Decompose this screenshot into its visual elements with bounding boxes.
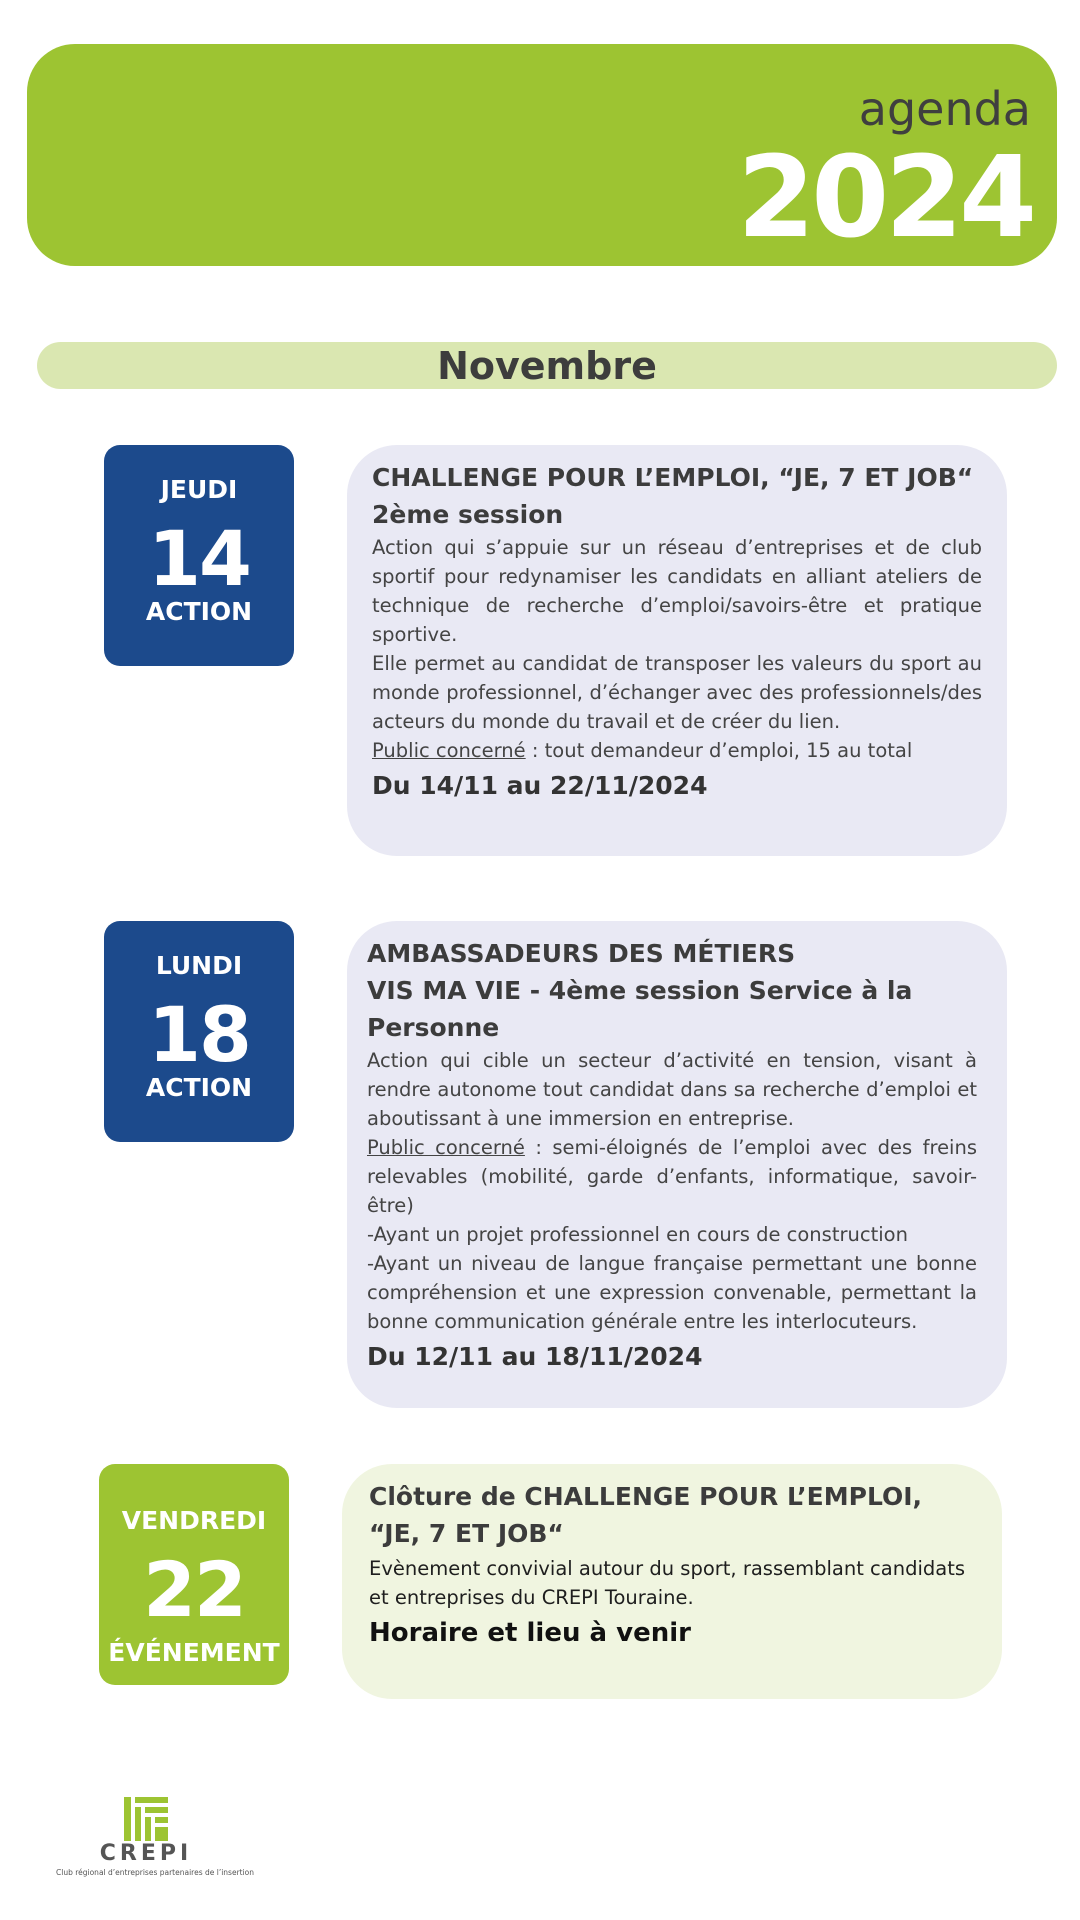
event-card bbox=[347, 445, 1007, 856]
public-label: Public concerné bbox=[372, 739, 526, 762]
event-kind: ÉVÉNEMENT bbox=[108, 1638, 280, 1667]
event-weekday: JEUDI bbox=[160, 475, 238, 504]
public-text: : semi-éloignés de l’emploi avec des freins relevables (mobilité, garde d’enfants, informatique, savoir-être) bbox=[367, 1136, 977, 1217]
month-bar bbox=[37, 342, 1057, 389]
event-public bbox=[372, 736, 982, 765]
event-date-box bbox=[99, 1464, 289, 1685]
event-title-line: CHALLENGE POUR L’EMPLOI, “JE, 7 ET JOB“ bbox=[372, 463, 974, 492]
event-kind: ACTION bbox=[145, 597, 253, 626]
event-dates: Horaire et lieu à venir bbox=[369, 1618, 691, 1648]
event-description bbox=[367, 1046, 977, 1336]
crepi-logo-tagline: Club régional d’entreprises partenaires de l’insertion bbox=[56, 1868, 255, 1877]
event-day-number: 18 bbox=[148, 990, 250, 1079]
public-text: : tout demandeur d’emploi, 15 au total bbox=[525, 739, 913, 762]
crepi-logo-name: CREPI bbox=[99, 1841, 193, 1866]
event-paragraph: Evènement convivial autour du sport, rassemblant candidats et entreprises du CREPI Touraine. bbox=[369, 1557, 966, 1609]
event-title-line: VIS MA VIE - 4ème session Service à la Personne bbox=[367, 976, 913, 1042]
event-title-line: Clôture de CHALLENGE POUR L’EMPLOI, “JE, 7 ET JOB“ bbox=[369, 1482, 923, 1548]
event-public bbox=[367, 1133, 977, 1220]
event-kind: ACTION bbox=[145, 1073, 253, 1102]
event-day-number: 14 bbox=[148, 514, 250, 603]
event-title-line: AMBASSADEURS DES MÉTIERS bbox=[367, 939, 796, 968]
event-weekday: LUNDI bbox=[155, 951, 243, 980]
event-extra-line: -Ayant un projet professionnel en cours de construction bbox=[367, 1223, 908, 1246]
event-description bbox=[369, 1554, 978, 1612]
crepi-logo bbox=[56, 1795, 255, 1885]
event-card bbox=[342, 1464, 1002, 1699]
event-extra-line: -Ayant un niveau de langue française permettant une bonne compréhension et une expression convenable, permettant la bonne communication générale entre les interlocuteurs. bbox=[367, 1252, 977, 1333]
event-date-box bbox=[104, 445, 294, 666]
event-dates: Du 12/11 au 18/11/2024 bbox=[367, 1342, 703, 1371]
header-year: 2024 bbox=[737, 133, 1033, 263]
event-description bbox=[372, 533, 982, 765]
event-dates: Du 14/11 au 22/11/2024 bbox=[372, 771, 708, 800]
event-weekday: VENDREDI bbox=[121, 1506, 267, 1535]
agenda-header bbox=[27, 44, 1057, 266]
event-title-line: 2ème session bbox=[372, 500, 564, 529]
event-card bbox=[347, 921, 1007, 1408]
month-title: Novembre bbox=[437, 343, 657, 388]
crepi-logo-icon bbox=[122, 1795, 170, 1843]
event-date-box bbox=[104, 921, 294, 1142]
header-agenda-label: agenda bbox=[858, 82, 1031, 136]
event-paragraph: Elle permet au candidat de transposer les valeurs du sport au monde professionnel, d’échanger avec des professionnels/des acteurs du monde du travail et de créer du lien. bbox=[372, 652, 982, 733]
public-label: Public concerné bbox=[367, 1136, 525, 1159]
event-paragraph: Action qui s’appuie sur un réseau d’entreprises et de club sportif pour redynamiser les candidats en alliant ateliers de technique de recherche d’emploi/savoirs-être et pratique sportive. bbox=[372, 536, 982, 646]
event-day-number: 22 bbox=[143, 1545, 245, 1634]
event-paragraph: Action qui cible un secteur d’activité en tension, visant à rendre autonome tout candidat dans sa recherche d’emploi et aboutissant à une immersion en entreprise. bbox=[367, 1049, 977, 1130]
